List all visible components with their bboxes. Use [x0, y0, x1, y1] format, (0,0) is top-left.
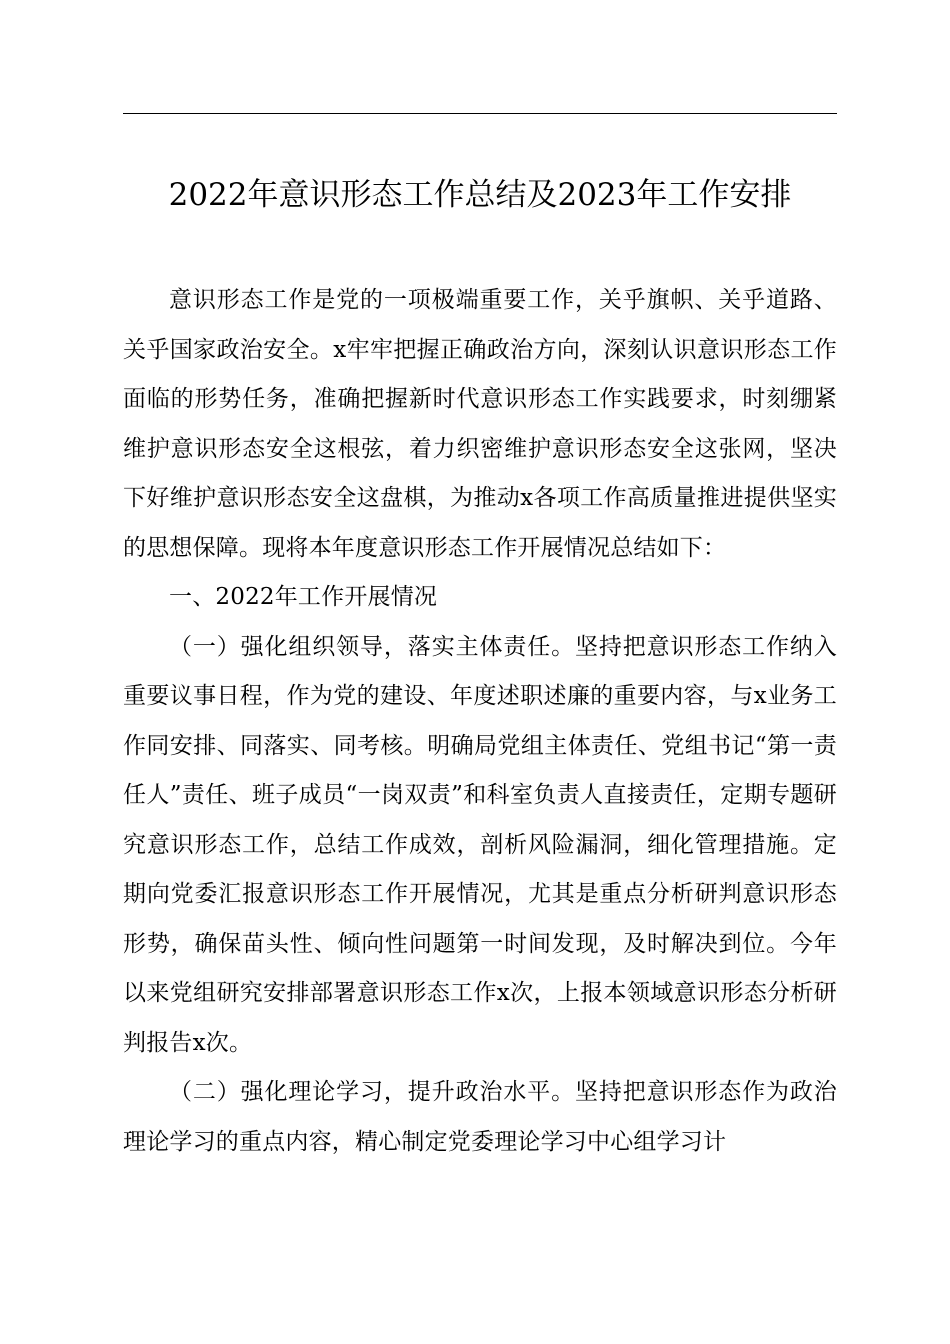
paragraph-intro: 意识形态工作是党的一项极端重要工作，关乎旗帜、关乎道路、关乎国家政治安全。x牢牢把握正确政治方向，深刻认识意识形态工作面临的形势任务，准确把握新时代意识形态工作实践要求，时刻绷紧维护意识形态安全这根弦，着力织密维护意识形态安全这张网，坚决下好维护意识形态安全这盘棋，为推动x各项工作高质量推进提供坚实的思想保障。现将本年度意识形态工作开展情况总结如下： [123, 287, 837, 561]
section-heading-1: 一、2022年工作开展情况 [169, 584, 438, 610]
paragraph-theory-study: （二）强化理论学习，提升政治水平。坚持把意识形态作为政治理论学习的重点内容，精心制定党委理论学习中心组学习计 [123, 1079, 837, 1155]
paragraph-organization: （一）强化组织领导，落实主体责任。坚持把意识形态工作纳入重要议事日程，作为党的建设、年度述职述廉的重要内容，与x业务工作同安排、同落实、同考核。明确局党组主体责任、党组书记“第一责任人”责任、班子成员“一岗双责”和科室负责人直接责任，定期专题研究意识形态工作，总结工作成效，剖析风险漏洞，细化管理措施。定期向党委汇报意识形态工作开展情况，尤其是重点分析研判意识形态形势，确保苗头性、倾向性问题第一时间发现，及时解决到位。今年以来党组研究安排部署意识形态工作x次，上报本领域意识形态分析研判报告x次。 [123, 633, 837, 1056]
header-rule [123, 113, 837, 114]
document-title: 2022年意识形态工作总结及2023年工作安排 [168, 177, 792, 213]
document-body [123, 276, 837, 1167]
